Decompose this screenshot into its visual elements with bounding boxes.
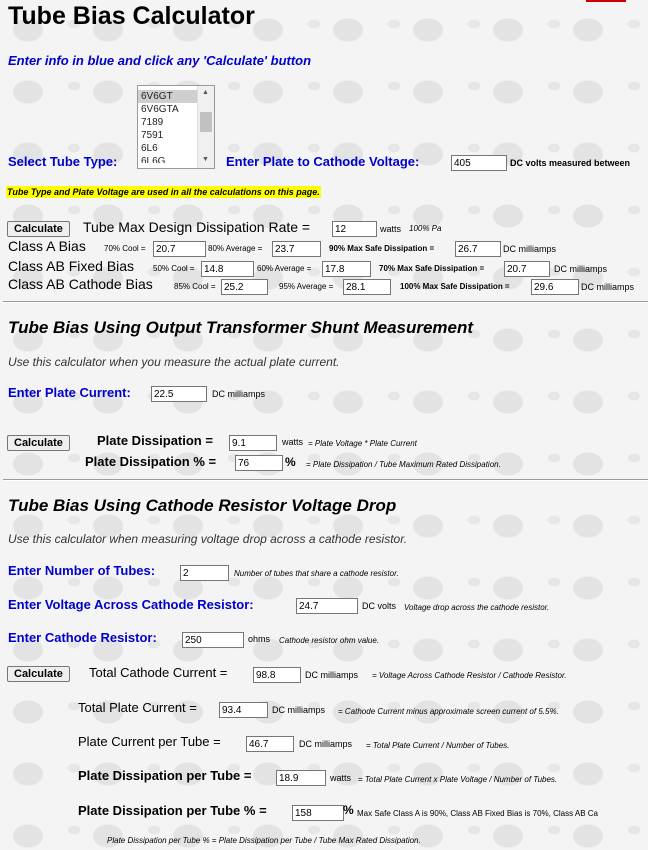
plate-dissipation-label: Plate Dissipation = xyxy=(97,433,213,448)
class-ab-fixed-avg-label: 60% Average = xyxy=(257,264,312,273)
cathode-section-title: Tube Bias Using Cathode Resistor Voltage Drop xyxy=(8,496,397,515)
cathode-voltage-note: Voltage drop across the cathode resistor. xyxy=(404,603,550,612)
total-cathode-current-label: Total Cathode Current = xyxy=(89,665,228,680)
tube-type-listbox[interactable] xyxy=(137,85,215,169)
total-plate-current-input[interactable] xyxy=(219,702,268,718)
plate-voltage-input[interactable] xyxy=(451,155,507,171)
scroll-up-icon[interactable]: ▲ xyxy=(202,89,209,96)
plate-dissipation-per-tube-pct-note: Max Safe Class A is 90%, Class AB Fixed Bias is 70%, Class AB Ca xyxy=(357,809,598,818)
cathode-resistor-input[interactable] xyxy=(182,632,244,648)
plate-current-per-tube-note: = Total Plate Current / Number of Tubes. xyxy=(366,741,510,750)
plate-current-per-tube-unit: DC milliamps xyxy=(299,739,353,749)
plate-dissipation-per-tube-note: = Total Plate Current x Plate Voltage / Number of Tubes. xyxy=(358,775,558,784)
plate-current-unit: DC milliamps xyxy=(212,389,266,399)
class-ab-fixed-max-label: 70% Max Safe Dissipation = xyxy=(379,264,485,273)
plate-dissipation-per-tube-unit: watts xyxy=(330,773,352,783)
class-ab-cathode-cool-label: 85% Cool = xyxy=(174,282,216,291)
class-ab-fixed-avg-input[interactable] xyxy=(322,261,371,277)
total-cathode-current-unit: DC milliamps xyxy=(305,670,359,680)
listbox-option[interactable]: 6V6GTA xyxy=(141,104,179,115)
page-title: Tube Bias Calculator xyxy=(8,2,255,30)
highlight-note: Tube Type and Plate Voltage are used in all the calculations on this page. xyxy=(7,187,320,197)
total-cathode-current-input[interactable] xyxy=(253,667,301,683)
select-tube-label: Select Tube Type: xyxy=(8,154,118,169)
plate-dissipation-pct-input[interactable] xyxy=(235,455,283,471)
class-ab-cathode-max-label: 100% Max Safe Dissipation = xyxy=(400,282,510,291)
class-a-label: Class A Bias xyxy=(8,238,86,254)
num-tubes-label: Enter Number of Tubes: xyxy=(8,563,156,578)
top-right-accent xyxy=(586,0,626,2)
plate-dissipation-per-tube-pct-input[interactable] xyxy=(292,805,344,821)
cathode-resistor-unit: ohms xyxy=(248,634,271,644)
class-a-max-input[interactable] xyxy=(455,241,501,257)
class-a-avg-input[interactable] xyxy=(272,241,321,257)
class-ab-fixed-cool-label: 50% Cool = xyxy=(153,264,195,273)
class-a-cool-input[interactable] xyxy=(153,241,206,257)
num-tubes-note: Number of tubes that share a cathode resistor. xyxy=(234,569,399,578)
plate-dissipation-per-tube-pct-unit: % xyxy=(343,803,354,817)
class-a-cool-label: 70% Cool = xyxy=(104,244,146,253)
divider-1 xyxy=(3,301,648,303)
num-tubes-input[interactable] xyxy=(180,565,229,581)
plate-dissipation-pct-unit: % xyxy=(285,455,296,469)
class-ab-cathode-cool-input[interactable] xyxy=(221,279,268,295)
class-ab-fixed-label: Class AB Fixed Bias xyxy=(8,258,135,274)
plate-current-label: Enter Plate Current: xyxy=(8,385,131,400)
listbox-option[interactable]: 7189 xyxy=(141,117,164,128)
dissipation-rate-note: 100% Pa xyxy=(409,224,442,233)
plate-dissipation-pct-note: = Plate Dissipation / Tube Maximum Rated Dissipation. xyxy=(306,460,501,469)
total-plate-current-note: = Cathode Current minus approximate screen current of 5.5%. xyxy=(338,707,559,716)
footer-formula-note: Plate Dissipation per Tube % = Plate Dissipation per Tube / Tube Max Rated Dissipation. xyxy=(107,836,421,845)
cathode-voltage-label: Enter Voltage Across Cathode Resistor: xyxy=(8,597,254,612)
plate-voltage-label: Enter Plate to Cathode Voltage: xyxy=(226,154,420,169)
class-ab-cathode-avg-input[interactable] xyxy=(343,279,391,295)
class-ab-cathode-label: Class AB Cathode Bias xyxy=(8,276,153,292)
class-a-max-label: 90% Max Safe Dissipation = xyxy=(329,244,435,253)
class-ab-fixed-unit: DC milliamps xyxy=(554,264,608,274)
class-a-avg-label: 80% Average = xyxy=(208,244,263,253)
total-cathode-current-note: = Voltage Across Cathode Resistor / Cathode Resistor. xyxy=(372,671,567,680)
shunt-section-title: Tube Bias Using Output Transformer Shunt Measurement xyxy=(8,318,474,337)
listbox-option[interactable]: 7591 xyxy=(141,130,164,141)
divider-2 xyxy=(3,479,648,481)
plate-current-per-tube-input[interactable] xyxy=(246,736,294,752)
calculate-button-3[interactable]: Calculate xyxy=(7,666,70,682)
class-ab-fixed-max-input[interactable] xyxy=(504,261,550,277)
scroll-down-icon[interactable]: ▼ xyxy=(202,156,209,163)
total-plate-current-unit: DC milliamps xyxy=(272,705,326,715)
class-ab-fixed-cool-input[interactable] xyxy=(201,261,254,277)
class-a-unit: DC milliamps xyxy=(503,244,557,254)
class-ab-cathode-max-input[interactable] xyxy=(531,279,579,295)
listbox-option[interactable]: 6V6GT xyxy=(138,90,214,103)
total-plate-current-label: Total Plate Current = xyxy=(78,700,197,715)
plate-dissipation-per-tube-label: Plate Dissipation per Tube = xyxy=(78,768,252,783)
plate-dissipation-pct-label: Plate Dissipation % = xyxy=(85,454,217,469)
dissipation-rate-unit: watts xyxy=(380,224,402,234)
dissipation-rate-input[interactable] xyxy=(332,221,377,237)
cathode-resistor-label: Enter Cathode Resistor: xyxy=(8,630,157,645)
calculate-button-2[interactable]: Calculate xyxy=(7,435,70,451)
scrollbar-thumb[interactable] xyxy=(200,112,212,132)
plate-current-per-tube-label: Plate Current per Tube = xyxy=(78,734,221,749)
plate-dissipation-unit: watts xyxy=(282,437,304,447)
listbox-option[interactable]: 6L6G xyxy=(141,156,166,163)
class-ab-cathode-unit: DC milliamps xyxy=(581,282,635,292)
listbox-scrollbar[interactable] xyxy=(197,86,214,168)
cathode-section-subtitle: Use this calculator when measuring voltage drop across a cathode resistor. xyxy=(8,532,408,546)
shunt-section-subtitle: Use this calculator when you measure the actual plate current. xyxy=(8,355,340,369)
plate-current-input[interactable] xyxy=(151,386,207,402)
instructions: Enter info in blue and click any 'Calculate' button xyxy=(8,53,312,68)
plate-dissipation-per-tube-input[interactable] xyxy=(276,770,326,786)
calculate-button-1[interactable]: Calculate xyxy=(7,221,70,237)
cathode-voltage-unit: DC volts xyxy=(362,601,397,611)
dissipation-rate-label: Tube Max Design Dissipation Rate = xyxy=(83,219,311,235)
class-ab-cathode-avg-label: 95% Average = xyxy=(279,282,334,291)
cathode-resistor-note: Cathode resistor ohm value. xyxy=(279,636,380,645)
cathode-voltage-input[interactable] xyxy=(296,598,358,614)
plate-dissipation-per-tube-pct-label: Plate Dissipation per Tube % = xyxy=(78,803,267,818)
plate-dissipation-note: = Plate Voltage * Plate Current xyxy=(308,439,417,448)
plate-voltage-unit: DC volts measured between xyxy=(510,158,631,168)
plate-dissipation-input[interactable] xyxy=(229,435,277,451)
listbox-option[interactable]: 6L6 xyxy=(141,143,158,154)
